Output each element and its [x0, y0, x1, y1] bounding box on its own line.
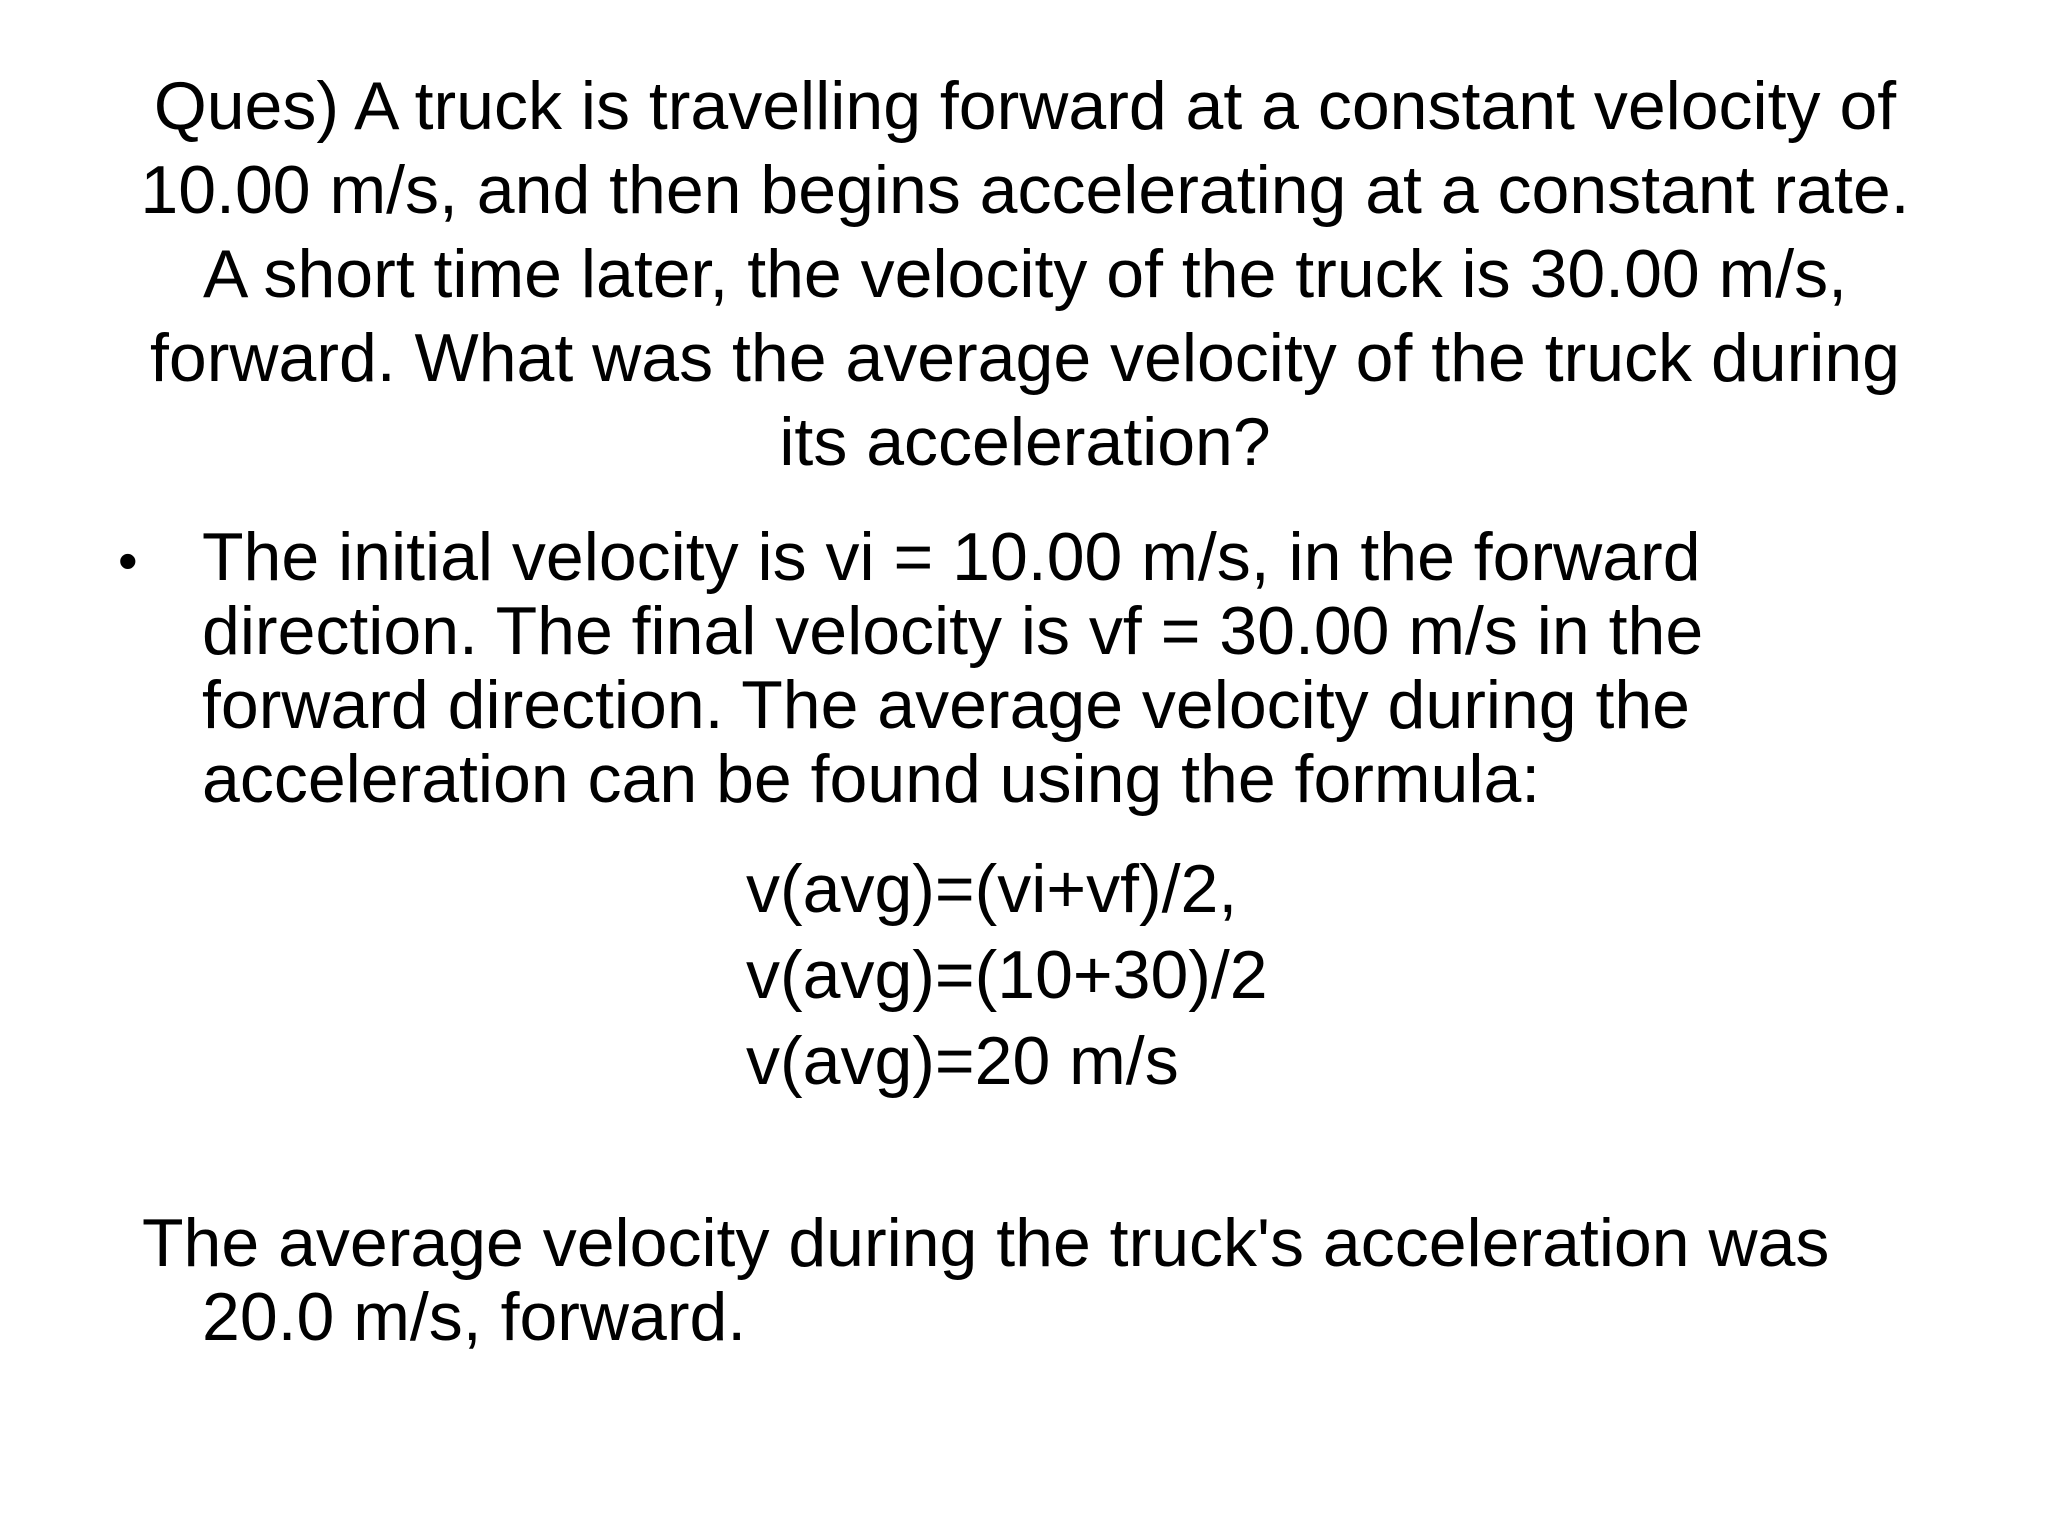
formula-line-2: v(avg)=(10+30)/2 [746, 937, 1268, 1013]
formula-block [746, 846, 1646, 1104]
formula-line-3: v(avg)=20 m/s [746, 1023, 1179, 1099]
formula-line-1: v(avg)=(vi+vf)/2, [746, 851, 1238, 927]
question-text: Ques) A truck is travelling forward at a constant velocity of 10.00 m/s, and then begins accelerating at a constant rate. A short time later, the velocity of the truck is 30.00 m/s, forward. What was the average velocity of the truck during its acceleration? [140, 68, 1910, 480]
conclusion-text: The average velocity during the truck's acceleration was 20.0 m/s, forward. [142, 1205, 1830, 1355]
bullet-symbol: • [118, 529, 138, 592]
bullet-text: The initial velocity is vi = 10.00 m/s, in the forward direction. The final velocity is vf = 30.00 m/s in the forward direction. The average velocity during the acceleration can be found using the formula: [202, 519, 1704, 817]
bullet-item [118, 520, 1918, 816]
